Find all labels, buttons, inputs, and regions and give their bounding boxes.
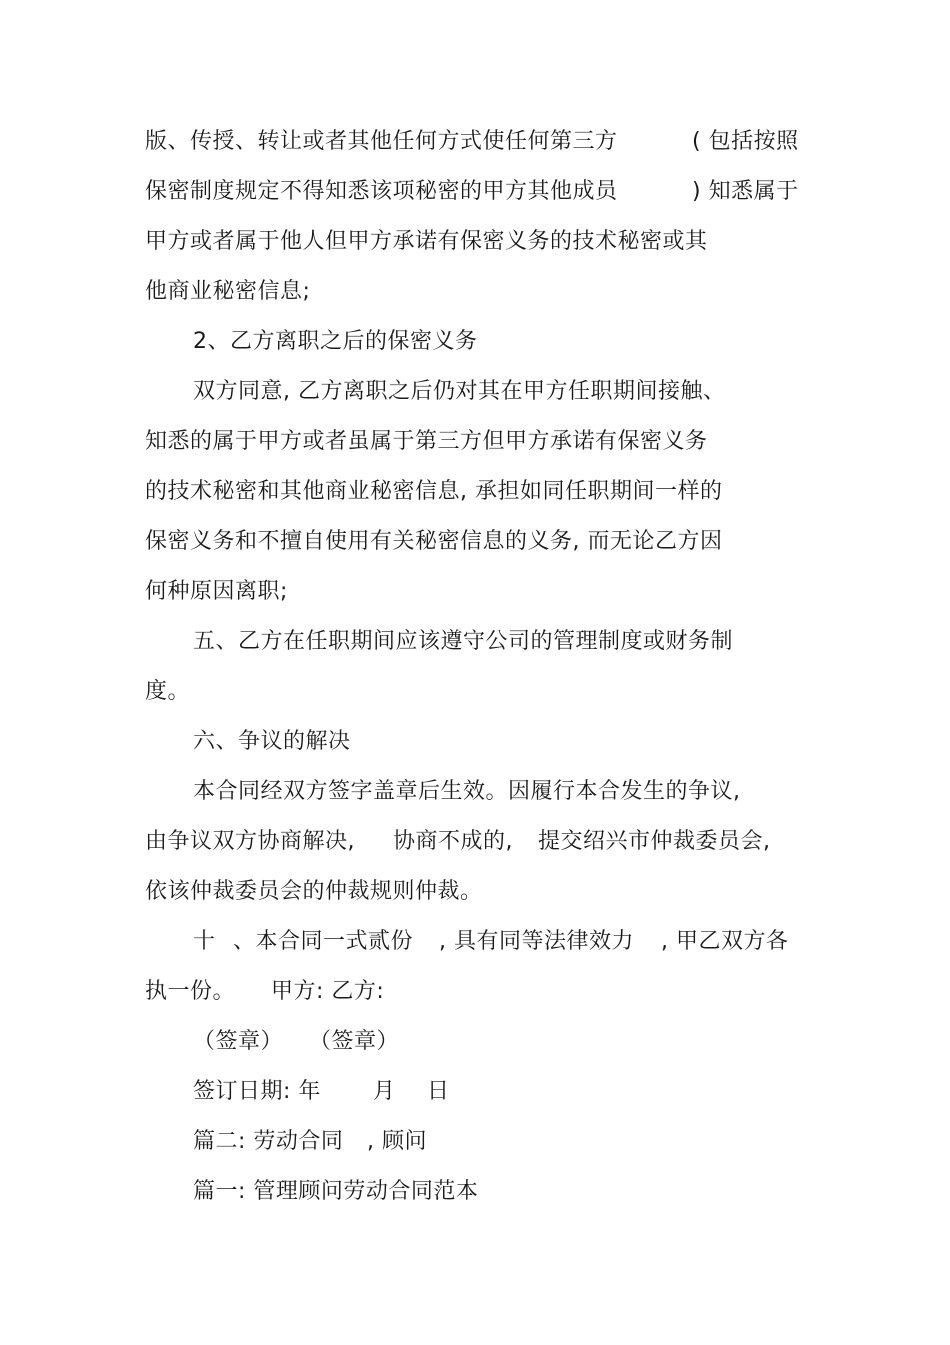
section-heading [193,627,805,657]
text-segment: 保密义务和不擅自使用有关秘密信息的义务, 而无论乙方因 [145,529,723,554]
text-line [145,677,805,707]
text-line [145,427,805,457]
text-line [193,777,805,807]
text-segment: 、本合同一式贰份 [233,929,414,954]
text-segment: 十 [193,929,216,954]
signature-line [193,1027,805,1057]
text-segment: 甲方或者属于他人但甲方承诺有保密义务的技术秘密或其 [145,229,708,254]
text-line [145,227,805,257]
section-heading [193,927,805,957]
text-line [193,1127,805,1157]
text-segment: 六、争议的解决 [193,729,351,754]
text-segment: , 甲乙双方各 [661,929,789,954]
text-line [145,827,805,857]
section-heading [193,727,805,757]
date-line [193,1077,805,1107]
text-segment: 的技术秘密和其他商业秘密信息, 承担如同任职期间一样的 [145,479,723,504]
text-line [145,577,805,607]
text-segment: 提交绍兴市仲裁委员会, [538,829,771,854]
text-line [193,1177,805,1207]
text-segment: （签章） [193,1029,284,1054]
text-segment: 月 [373,1079,396,1104]
text-line [145,477,805,507]
text-segment: 版、传授、转让或者其他任何方式使任何第三方 [145,129,618,154]
text-segment: 篇二: 劳动合同 [193,1129,344,1154]
text-segment: 由争议双方协商解决, [145,829,355,854]
text-segment: 签订日期: 年 [193,1079,321,1104]
text-segment: 依该仲裁委员会的仲裁规则仲裁。 [145,879,483,904]
text-segment: 何种原因离职; [145,579,288,604]
text-segment: 本合同经双方签字盖章后生效。因履行本合发生的争议, [193,779,741,804]
text-segment: 日 [427,1079,450,1104]
text-segment: , 具有同等法律效力 [439,929,634,954]
text-line [145,977,805,1007]
text-segment: ( 包括按照 [692,129,799,154]
text-segment: 知悉的属于甲方或者虽属于第三方但甲方承诺有保密义务 [145,429,708,454]
text-segment: （签章） [309,1029,400,1054]
text-segment: 协商不成的, [393,829,513,854]
text-segment: , 顾问 [367,1129,427,1154]
text-line [145,127,805,157]
text-segment: 五、乙方在任职期间应该遵守公司的管理制度或财务制 [193,629,734,654]
text-line [145,877,805,907]
text-segment: 双方同意, 乙方离职之后仍对其在甲方任职期间接触、 [193,379,726,404]
text-segment: 保密制度规定不得知悉该项秘密的甲方其他成员 [145,179,618,204]
text-segment: 度。 [145,679,191,704]
text-segment: 执一份。 [145,979,236,1004]
text-line [145,177,805,207]
text-line [145,277,805,307]
text-segment: 他商业秘密信息; [145,279,311,304]
text-line [145,527,805,557]
text-line [193,377,805,407]
section-heading [193,327,805,357]
text-segment: ) 知悉属于 [692,179,799,204]
text-segment: 篇一: 管理顾问劳动合同范本 [193,1179,479,1204]
text-segment: 2、乙方离职之后的保密义务 [193,329,478,354]
text-segment: 甲方: 乙方: [271,979,385,1004]
